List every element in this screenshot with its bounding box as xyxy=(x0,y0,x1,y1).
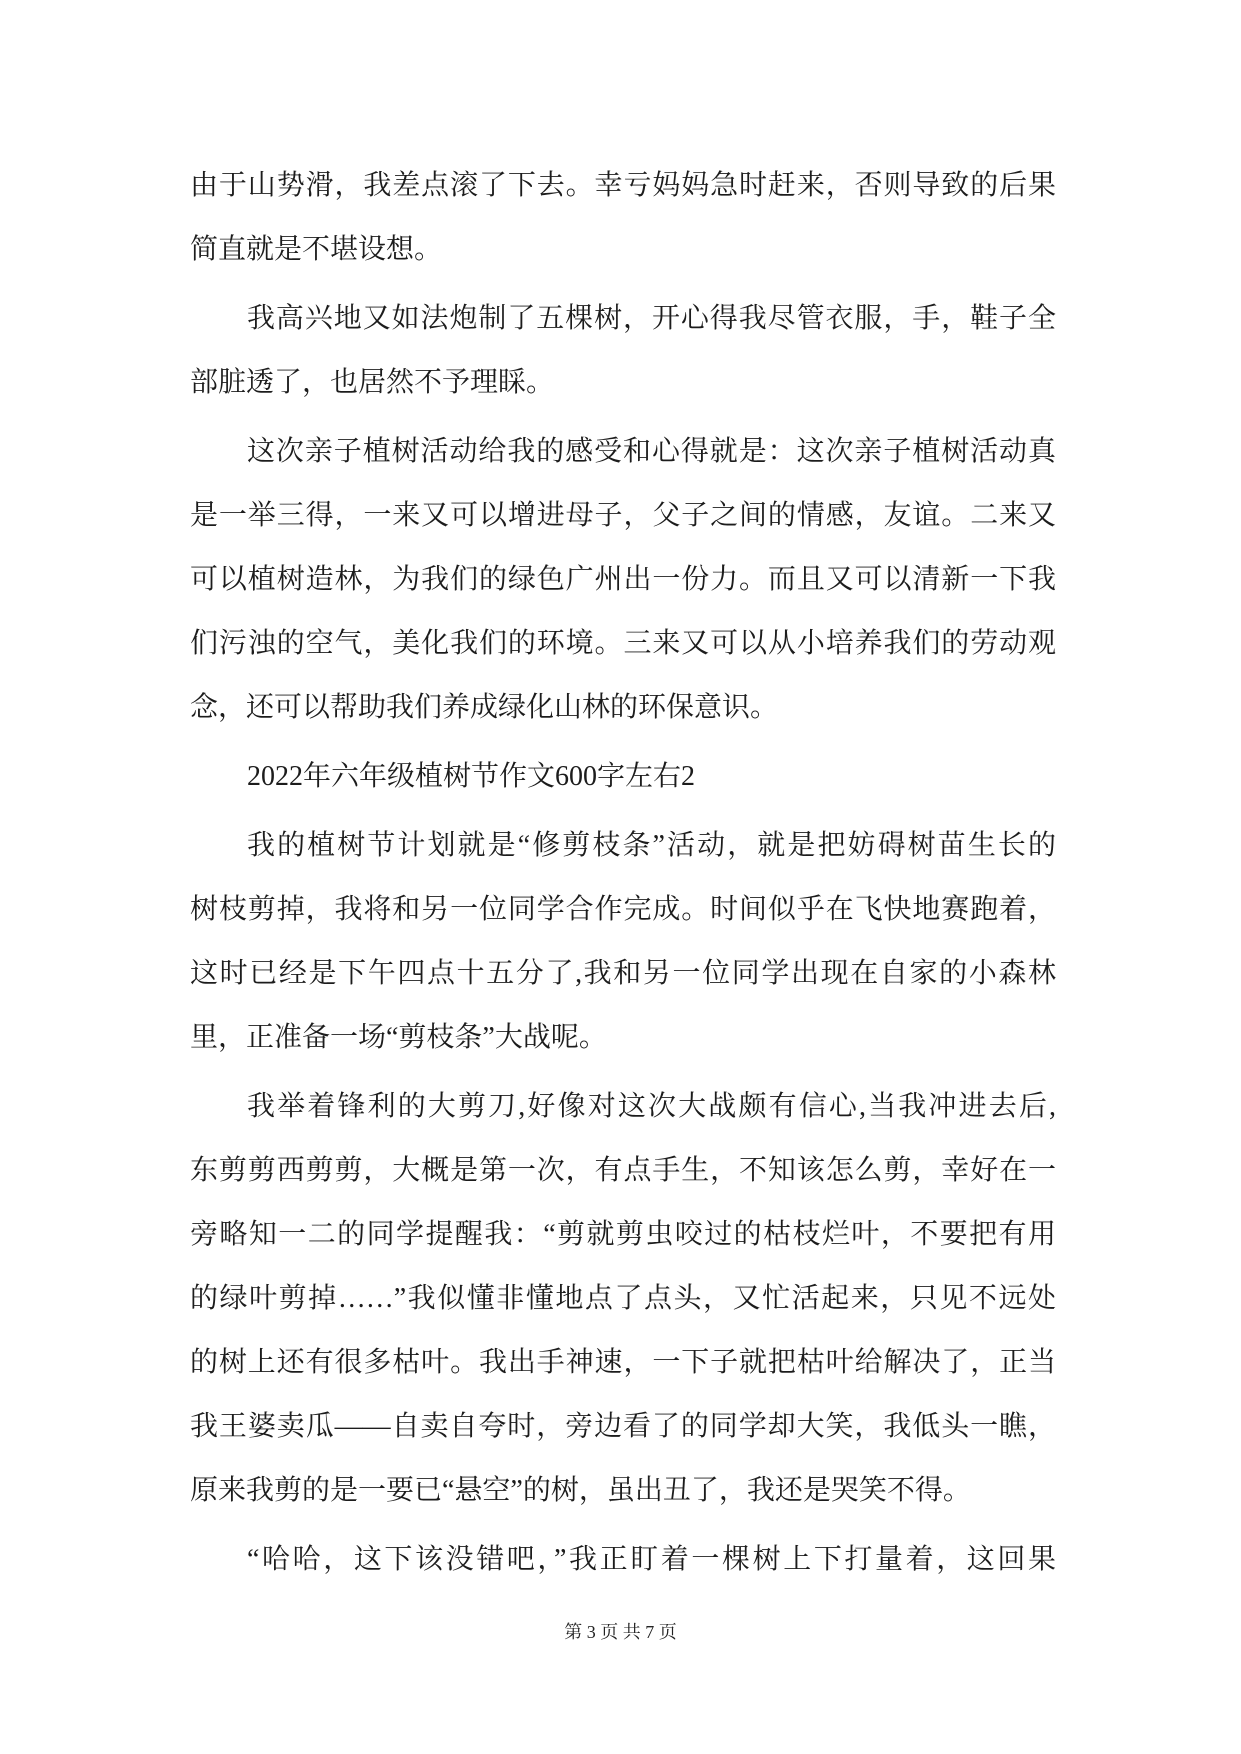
text-line: 这次亲子植树活动给我的感受和心得就是：这次亲子植树活动真 xyxy=(247,436,1056,467)
document-body xyxy=(190,154,1056,1592)
text-line: 这时已经是下午四点十五分了,我和另一位同学出现在自家的小森林 xyxy=(190,958,1056,989)
text-line: 里，正准备一场“剪枝条”大战呢。 xyxy=(190,1022,607,1053)
text-line: 我的植树节计划就是“修剪枝条”活动，就是把妨碍树苗生长的 xyxy=(247,830,1056,861)
paragraph xyxy=(190,1075,1056,1523)
text-line: 我王婆卖瓜——自卖自夸时，旁边看了的同学却大笑，我低头一瞧， xyxy=(190,1411,1056,1442)
text-line: 的绿叶剪掉……”我似懂非懂地点了点头，又忙活起来，只见不远处 xyxy=(190,1283,1056,1314)
text-line: 我举着锋利的大剪刀,好像对这次大战颇有信心,当我冲进去后, xyxy=(247,1091,1056,1122)
text-line: 我高兴地又如法炮制了五棵树，开心得我尽管衣服，手，鞋子全 xyxy=(247,303,1056,334)
text-line: 简直就是不堪设想。 xyxy=(190,234,443,265)
paragraph xyxy=(190,814,1056,1070)
text-line: 部脏透了，也居然不予理睬。 xyxy=(190,367,555,398)
text-line: 原来我剪的是一要已“悬空”的树，虽出丑了，我还是哭笑不得。 xyxy=(190,1475,971,1506)
page-number: 第 3 页 共 7 页 xyxy=(564,1622,677,1642)
text-line: 东剪剪西剪剪，大概是第一次，有点手生，不知该怎么剪，幸好在一 xyxy=(190,1155,1056,1186)
text-line: “哈哈，这下该没错吧，”我正盯着一棵树上下打量着，这回果 xyxy=(247,1544,1056,1575)
paragraph xyxy=(190,420,1056,740)
paragraph xyxy=(190,287,1056,415)
text-line: 的树上还有很多枯叶。我出手神速，一下子就把枯叶给解决了，正当 xyxy=(190,1347,1056,1378)
section-heading xyxy=(190,745,1056,809)
heading-text: 2022年六年级植树节作文600字左右2 xyxy=(247,761,696,792)
text-line: 由于山势滑，我差点滚了下去。幸亏妈妈急时赶来，否则导致的后果 xyxy=(190,170,1056,201)
text-line: 可以植树造林，为我们的绿色广州出一份力。而且又可以清新一下我 xyxy=(190,564,1056,595)
paragraph xyxy=(190,1528,1056,1592)
text-line: 树枝剪掉，我将和另一位同学合作完成。时间似乎在飞快地赛跑着， xyxy=(190,894,1056,925)
text-line: 们污浊的空气，美化我们的环境。三来又可以从小培养我们的劳动观 xyxy=(190,628,1056,659)
paragraph xyxy=(190,154,1056,282)
text-line: 旁略知一二的同学提醒我：“剪就剪虫咬过的枯枝烂叶，不要把有用 xyxy=(190,1219,1056,1250)
text-line: 是一举三得，一来又可以增进母子，父子之间的情感，友谊。二来又 xyxy=(190,500,1056,531)
text-line: 念，还可以帮助我们养成绿化山林的环保意识。 xyxy=(190,692,779,723)
